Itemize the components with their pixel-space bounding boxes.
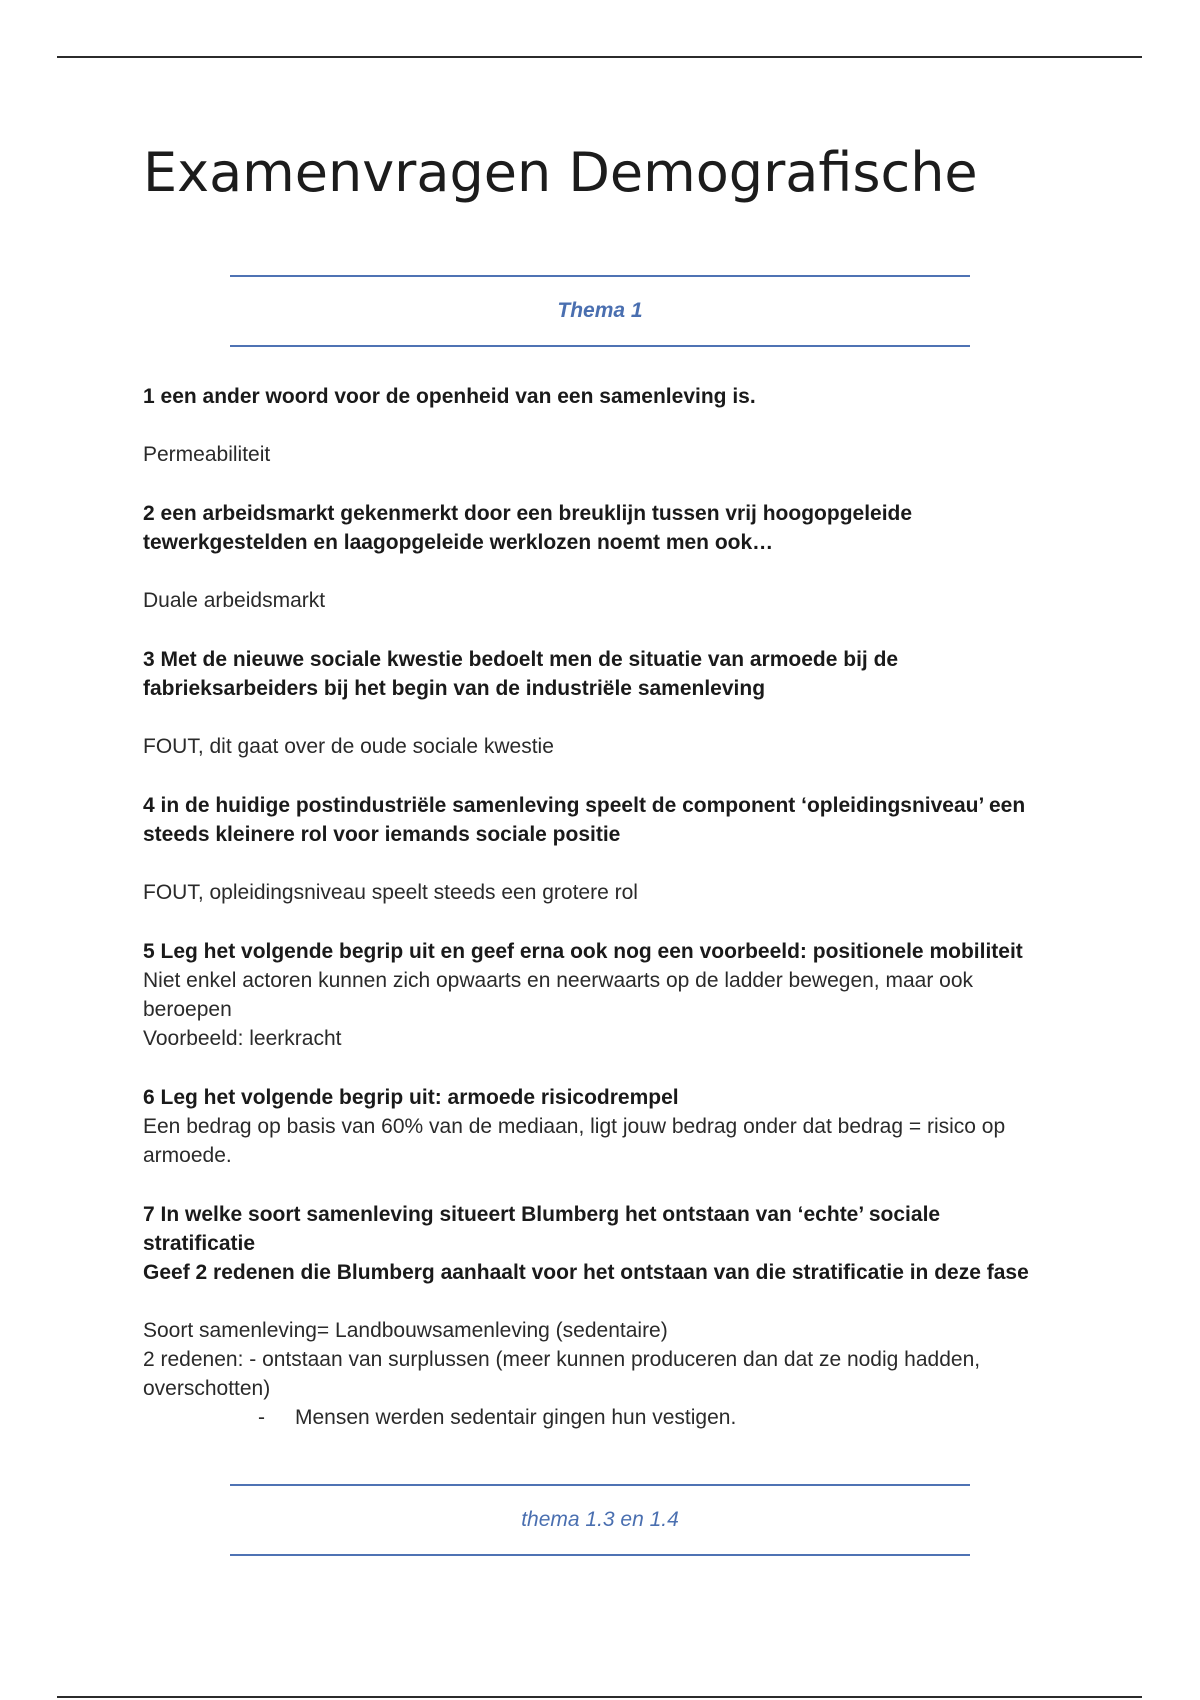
question-5: 5 Leg het volgende begrip uit en geef erna ook nog een voorbeeld: positionele mobiliteit [143,940,1023,963]
question-1: 1 een ander woord voor de openheid van een samenleving is. [143,385,756,408]
question-2: 2 een arbeidsmarkt gekenmerkt door een breuklijn tussen vrij hoogopgeleide tewerkgestelden en laagopgeleide werklozen noemt men ook… [143,502,913,554]
answer-7-bullet [143,1403,1053,1432]
answer-7-line-1: Soort samenleving= Landbouwsamenleving (sedentaire) [143,1319,668,1342]
section-heading-thema-1: Thema 1 [230,275,970,347]
page-bottom-rule [57,1696,1142,1698]
answer-2: Duale arbeidsmarkt [143,589,326,612]
answer-5 [143,966,1053,1053]
bullet-dash: - [258,1406,265,1429]
question-block-4 [143,791,1053,907]
answer-7 [143,1316,1053,1432]
question-block-7 [143,1200,1053,1432]
answer-4: FOUT, opleidingsniveau speelt steeds een grotere rol [143,881,638,904]
questions-list [143,382,1053,1462]
question-block-2 [143,499,1053,615]
question-block-5 [143,937,1053,1053]
question-7-line-2: Geef 2 redenen die Blumberg aanhaalt voor het ontstaan van die stratificatie in deze fase [143,1261,1029,1284]
answer-6: Een bedrag op basis van 60% van de mediaan, ligt jouw bedrag onder dat bedrag = risico op armoede. [143,1115,1006,1167]
page-top-rule [57,56,1142,58]
answer-5-line-1: Niet enkel actoren kunnen zich opwaarts en neerwaarts op de ladder bewegen, maar ook beroepen [143,969,974,1021]
question-7 [143,1200,1053,1287]
question-4: 4 in de huidige postindustriële samenleving speelt de component ‘opleidingsniveau’ een steeds kleinere rol voor iemands sociale positie [143,794,1026,846]
question-block-1 [143,382,1053,469]
answer-7-line-2: 2 redenen: - ontstaan van surplussen (meer kunnen produceren dan dat ze nodig hadden, overschotten) [143,1348,981,1400]
answer-3: FOUT, dit gaat over de oude sociale kwestie [143,735,554,758]
question-7-line-1: 7 In welke soort samenleving situeert Blumberg het ontstaan van ‘echte’ sociale stratificatie [143,1203,941,1255]
answer-1: Permeabiliteit [143,443,271,466]
question-block-6 [143,1083,1053,1170]
question-block-3 [143,645,1053,761]
answer-5-line-2: Voorbeeld: leerkracht [143,1027,342,1050]
question-6: 6 Leg het volgende begrip uit: armoede risicodrempel [143,1086,679,1109]
section-heading-thema-1-3-1-4: thema 1.3 en 1.4 [230,1484,970,1556]
answer-7-bullet-text: Mensen werden sedentair gingen hun vestigen. [295,1406,737,1429]
document-title: Examenvragen Demografische [143,141,978,204]
question-3: 3 Met de nieuwe sociale kwestie bedoelt men de situatie van armoede bij de fabrieksarbeiders bij het begin van de industriële samenleving [143,648,899,700]
